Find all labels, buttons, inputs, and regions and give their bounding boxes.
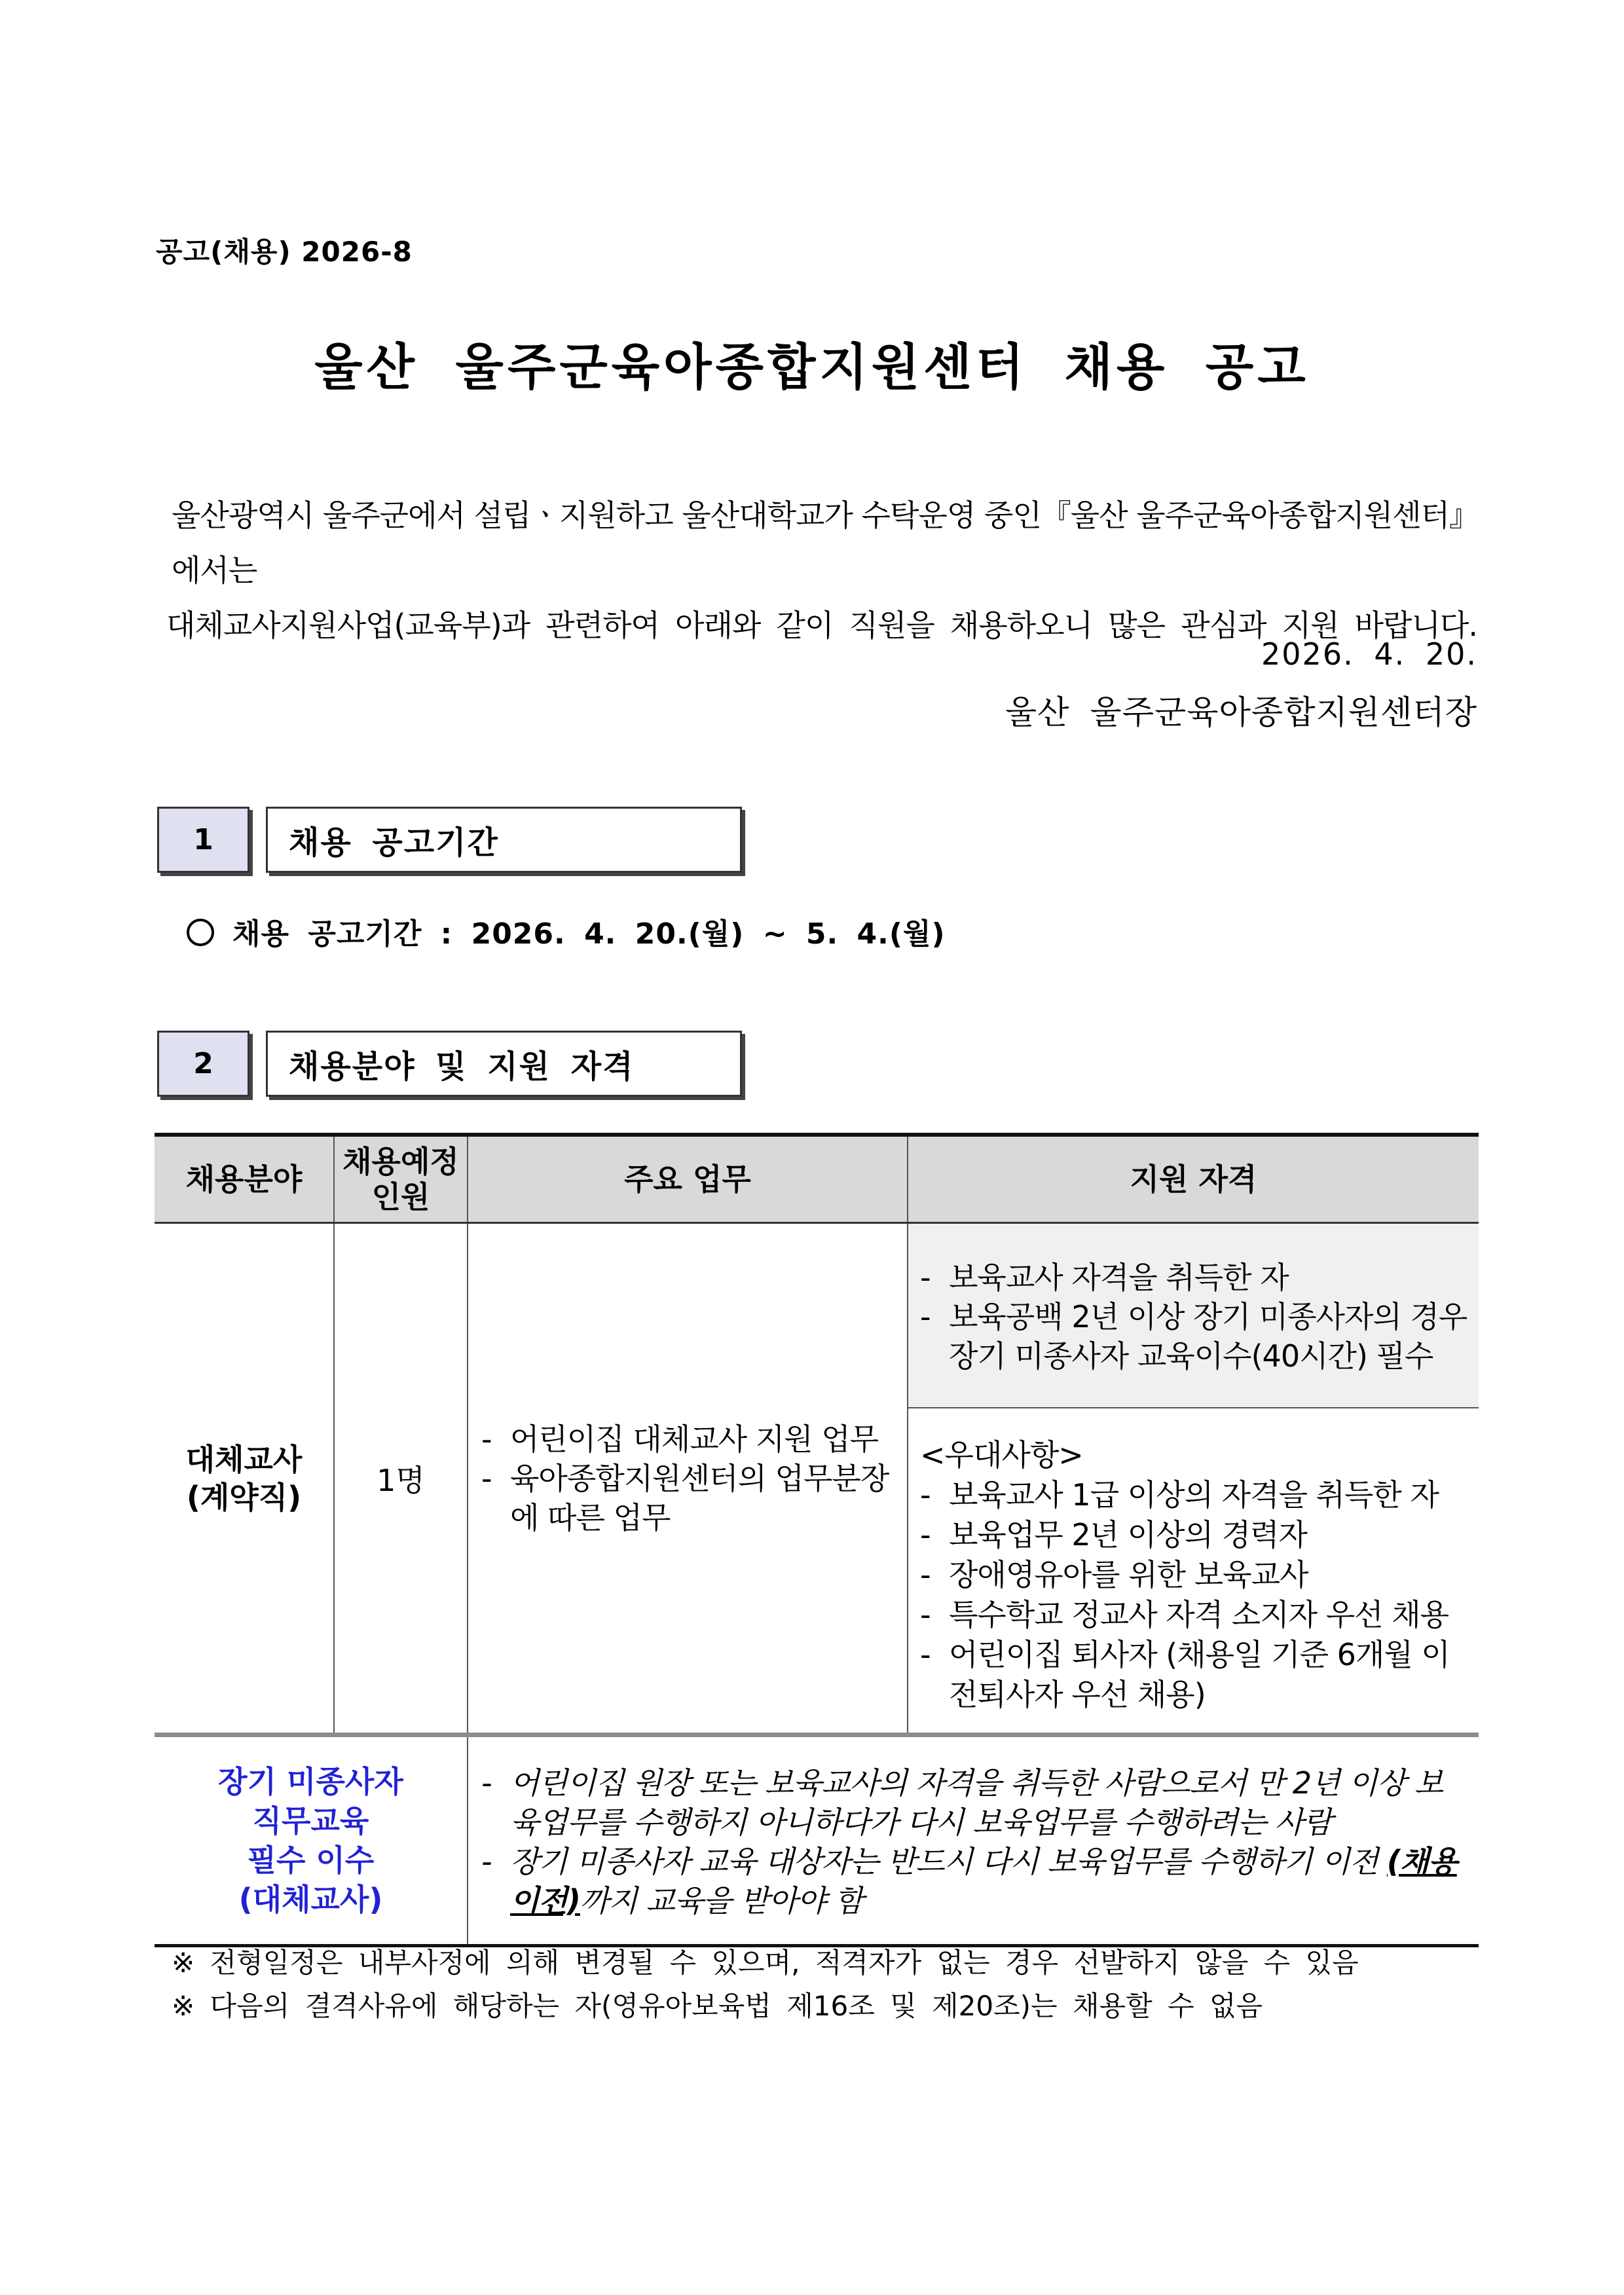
header-count — [334, 1135, 468, 1223]
intro-paragraph — [166, 488, 1477, 653]
table-header-row — [155, 1135, 1479, 1223]
note-item: ※ 다음의 결격사유에 해당하는 자(영유아보육법 제16조 및 제20조)는 채용할 수 없음 — [172, 1990, 1263, 2022]
duties-cell — [468, 1223, 908, 1735]
preferences-cell — [908, 1408, 1479, 1735]
page-title: 울산 울주군육아종합지원센터 채용 공고 — [314, 338, 1310, 396]
header-count-line-2: 인원 — [371, 1179, 430, 1215]
count-cell: 1명 — [334, 1223, 468, 1735]
issuer-signature: 울산 울주군육아종합지원센터장 — [1005, 693, 1477, 731]
list-item: - 어린이집 대체교사 지원 업무 — [481, 1421, 879, 1457]
list-item: - 보육교사 자격을 취득한 자 — [920, 1259, 1289, 1295]
intro-line-1: 울산광역시 울주군에서 설립ㆍ지원하고 울산대학교가 수탁운영 중인『울산 울주군육아종합지원센터』에서는 — [172, 498, 1464, 588]
section-2-number: 2 — [157, 1031, 249, 1097]
section-2-title: 채용분야 및 지원 자격 — [266, 1031, 742, 1097]
list-item: - 육아종합지원센터의 업무분장에 따른 업무 — [481, 1460, 889, 1535]
requirements-cell — [908, 1223, 1479, 1408]
section-1-number: 1 — [157, 807, 249, 873]
list-item: - 특수학교 정교사 자격 소지자 우선 채용 — [920, 1596, 1449, 1632]
header-count-line-1: 채용예정 — [342, 1144, 459, 1179]
list-item: - 장애영유아를 위한 보육교사 — [920, 1556, 1308, 1592]
section-1-title: 채용 공고기간 — [266, 807, 742, 873]
list-item: - 보육공백 2년 이상 장기 미종사자의 경우 장기 미종사자 교육이수(40시간) 필수 — [920, 1298, 1467, 1374]
education-label-cell: 장기 미종사자 직무교육 필수 이수 (대체교사) — [155, 1735, 468, 1946]
list-item: - 보육업무 2년 이상의 경력자 — [920, 1516, 1307, 1552]
list-item: - 어린이집 원장 또는 보육교사의 자격을 취득한 사람으로서 만 2년 이상 보육업무를 수행하지 아니하다가 다시 보육업무를 수행하려는 사람 — [481, 1765, 1443, 1840]
bullet-circle-icon — [187, 919, 214, 946]
intro-line-2: 대체교사지원사업(교육부)과 관련하여 아래와 같이 직원을 채용하오니 많은 관심과 지원 바랍니다. — [166, 608, 1477, 643]
posting-period-text: 채용 공고기간 : 2026. 4. 20.(월) ~ 5. 4.(월) — [232, 917, 946, 951]
list-item: - 장기 미종사자 교육 대상자는 반드시 다시 보육업무를 수행하기 이전 (채용 이전)까지 교육을 받아야 함 — [481, 1844, 1457, 1919]
note-item: ※ 전형일정은 내부사정에 의해 변경될 수 있으며, 적격자가 없는 경우 선발하지 않을 수 있음 — [172, 1947, 1359, 1979]
field-line-2: (계약직) — [186, 1479, 302, 1515]
header-qualifications: 지원 자격 — [908, 1135, 1479, 1223]
education-row — [155, 1735, 1479, 1946]
notes — [172, 1941, 1359, 2028]
table-row — [155, 1223, 1479, 1408]
recruitment-table — [155, 1133, 1479, 1947]
field-line-1: 대체교사 — [185, 1441, 303, 1477]
header-duties: 주요 업무 — [468, 1135, 908, 1223]
list-item: - 어린이집 퇴사자 (채용일 기준 6개월 이전퇴사자 우선 채용) — [920, 1636, 1450, 1712]
education-text-cell — [468, 1735, 1479, 1946]
list-item: - 보육교사 1급 이상의 자격을 취득한 자 — [920, 1477, 1439, 1513]
header-field: 채용분야 — [155, 1135, 334, 1223]
emphasis-text: (채용 이전) — [510, 1844, 1457, 1919]
preference-label: <우대사항> — [920, 1437, 1083, 1473]
posting-period — [187, 910, 946, 952]
notice-number: 공고(채용) 2026-8 — [156, 236, 413, 268]
field-cell — [155, 1223, 334, 1735]
announcement-date: 2026. 4. 20. — [1261, 636, 1477, 672]
